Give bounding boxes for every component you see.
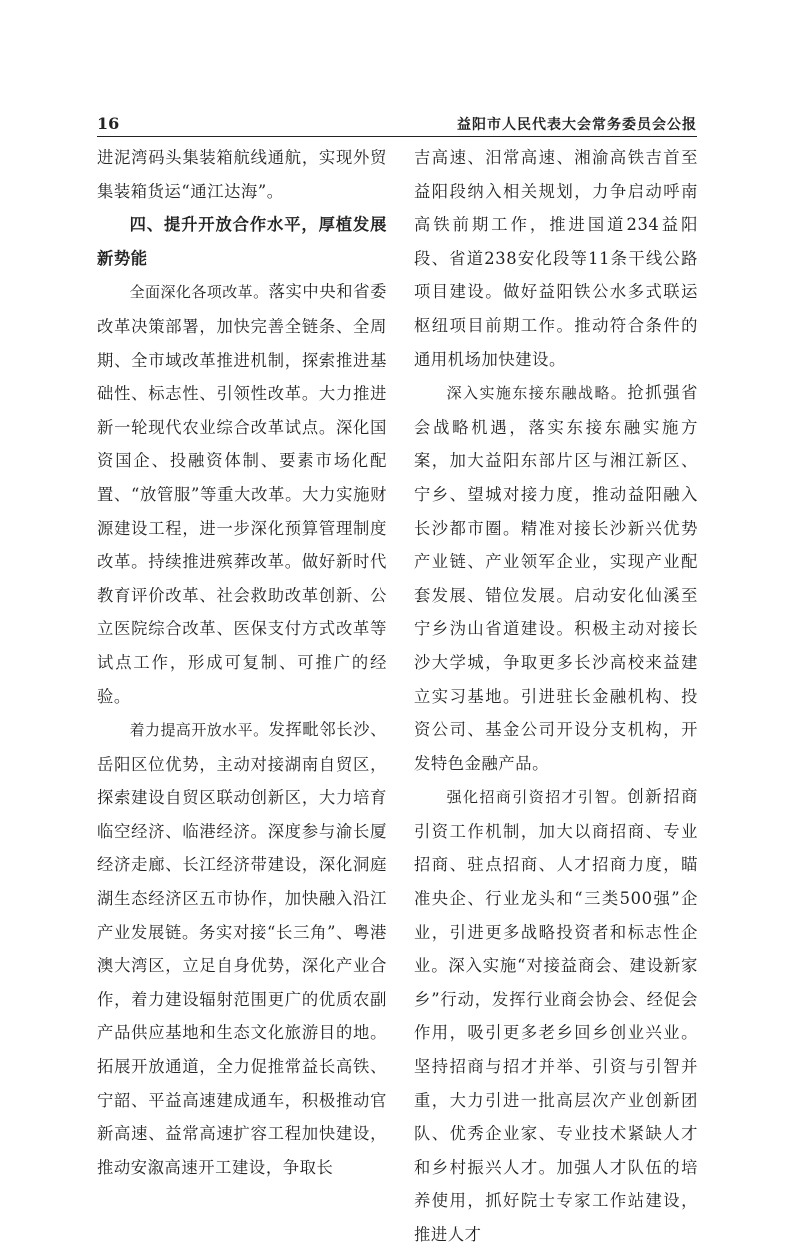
paragraph-lead: 强化招商引资招才引智。 (446, 788, 628, 807)
paragraph-lead: 全面深化各项改革。 (129, 283, 269, 302)
paragraph-lead: 深入实施东接东融战略。 (446, 384, 628, 403)
paragraph-body: 落实中央和省委改革决策部署，加快完善全链条、全周期、全市域改革推进机制，探索推进基础性、标志性、引领性改革。大力推进新一轮现代农业综合改革试点。深化国资国企、投融资体制、要素市场化配置、“放管服”等重大改革。大力实施财源建设工程，进一步深化预算管理制度改革。持续推进殡葬改革。做好新时代教育评价改革、社会救助改革创新、公立医院综合改革、医保支付方式改革等试点工作，形成可复制、可推广的经验。 (97, 282, 387, 706)
right-column (414, 141, 698, 1252)
page-header (97, 112, 697, 137)
page-number: 16 (97, 114, 120, 133)
paragraph-continued: 进泥湾码头集装箱航线通航，实现外贸集装箱货运“通江达海”。 (97, 148, 387, 201)
paragraph-east-strategy (414, 376, 698, 780)
section-heading: 四、提升开放合作水平，厚植发展新势能 (97, 215, 387, 268)
paragraph-lead: 着力提高开放水平。 (129, 721, 269, 740)
journal-title: 益阳市人民代表大会常务委员会公报 (457, 117, 697, 133)
paragraph-reform (97, 275, 387, 713)
paragraph-continued: 吉高速、汨常高速、湘渝高铁吉首至益阳段纳入相关规划，力争启动呼南高铁前期工作，推进国道234益阳段、省道238安化段等11条干线公路项目建设。做好益阳铁公水多式联运枢纽项目前期工作。推动符合条件的通用机场加快建设。 (414, 148, 698, 369)
paragraph-body: 发挥毗邻长沙、岳阳区位优势，主动对接湖南自贸区，探索建设自贸区联动创新区，大力培育临空经济、临港经济。深度参与渝长厦经济走廊、长江经济带建设，深化洞庭湖生态经济区五市协作，加快融入沿江产业发展链。务实对接“长三角”、粤港澳大湾区，立足自身优势，深化产业合作，着力建设辐射范围更广的优质农副产品供应基地和生态文化旅游目的地。拓展开放通道，全力促推常益长高铁、宁韶、平益高速建成通车，积极推动官新高速、益常高速扩容工程加快建设，推动安溆高速开工建设，争取长 (97, 720, 387, 1177)
left-column (97, 141, 387, 1184)
paragraph-opening (97, 713, 387, 1184)
paragraph-investment (414, 780, 698, 1251)
paragraph-body: 抢抓强省会战略机遇，落实东接东融实施方案，加大益阳东部片区与湘江新区、宁乡、望城对接力度，推动益阳融入长沙都市圈。精准对接长沙新兴优势产业链、产业领军企业，实现产业配套发展、错位发展。启动安化仙溪至宁乡沩山省道建设。积极主动对接长沙大学城，争取更多长沙高校来益建立实习基地。引进驻长金融机构、投资公司、基金公司开设分支机构，开发特色金融产品。 (414, 383, 699, 773)
paragraph-body: 创新招商引资工作机制，加大以商招商、专业招商、驻点招商、人才招商力度，瞄准央企、行业龙头和“三类500强”企业，引进更多战略投资者和标志性企业。深入实施“对接益商会、建设新家乡”行动，发挥行业商会协会、经促会作用，吸引更多老乡回乡创业兴业。坚持招商与招才并举、引资与引智并重，大力引进一批高层次产业创新团队、优秀企业家、专业技术紧缺人才和乡村振兴人才。加强人才队伍的培养使用，抓好院士专家工作站建设，推进人才 (414, 787, 699, 1244)
